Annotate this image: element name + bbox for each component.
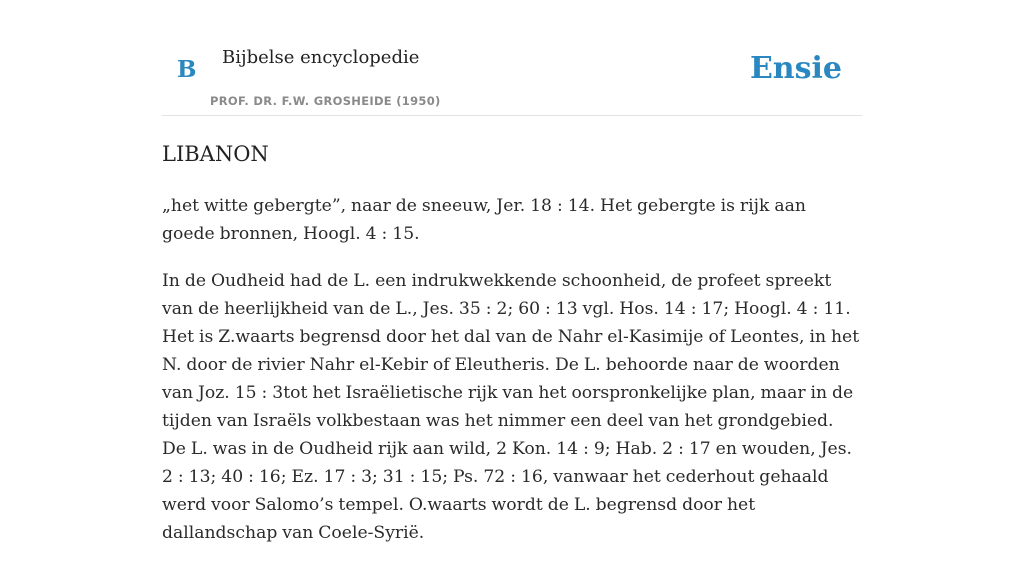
ensie-brand-logo[interactable]: Ensie xyxy=(749,51,842,86)
book-logo-letter[interactable]: B xyxy=(177,56,197,83)
entry-paragraph: „het witte gebergte”, naar de sneeuw, Jer. 18 : 14. Het gebergte is rijk aan goede bronnen, Hoogl. 4 : 15. xyxy=(162,196,806,244)
book-author: PROF. DR. F.W. GROSHEIDE (1950) xyxy=(210,94,441,108)
entry-paragraph: In de Oudheid had de L. een indrukwekkende schoonheid, de profeet spreekt van de heerlijkheid van de L., Jes. 35 : 2; 60 : 13 vgl. Hos. 14 : 17; Hoogl. 4 : 11. Het is Z.waarts begrensd door het dal van de Nahr el-Kasimije of Leontes, in het N. door de rivier Nahr el-Kebir of Eleutheris. De L. behoorde naar de woorden van Joz. 15 : 3tot het Israëlietische rijk van het oorspronkelijke plan, maar in de tijden van Israëls volkbestaan was het nimmer een deel van het grondgebied. De L. was in de Oudheid rijk aan wild, 2 Kon. 14 : 9; Hab. 2 : 17 en wouden, Jes. 2 : 13; 40 : 16; Ez. 17 : 3; 31 : 15; Ps. 72 : 16, vanwaar het cederhout gehaald werd voor Salomo’s tempel. O.waarts wordt de L. begrensd door het dallandschap van Coele-Syrië. xyxy=(162,271,860,543)
book-title[interactable]: Bijbelse encyclopedie xyxy=(222,47,420,68)
entry-body xyxy=(162,192,862,566)
book-header xyxy=(162,0,862,116)
page-container xyxy=(162,0,862,543)
entry-title: LIBANON xyxy=(162,142,269,166)
